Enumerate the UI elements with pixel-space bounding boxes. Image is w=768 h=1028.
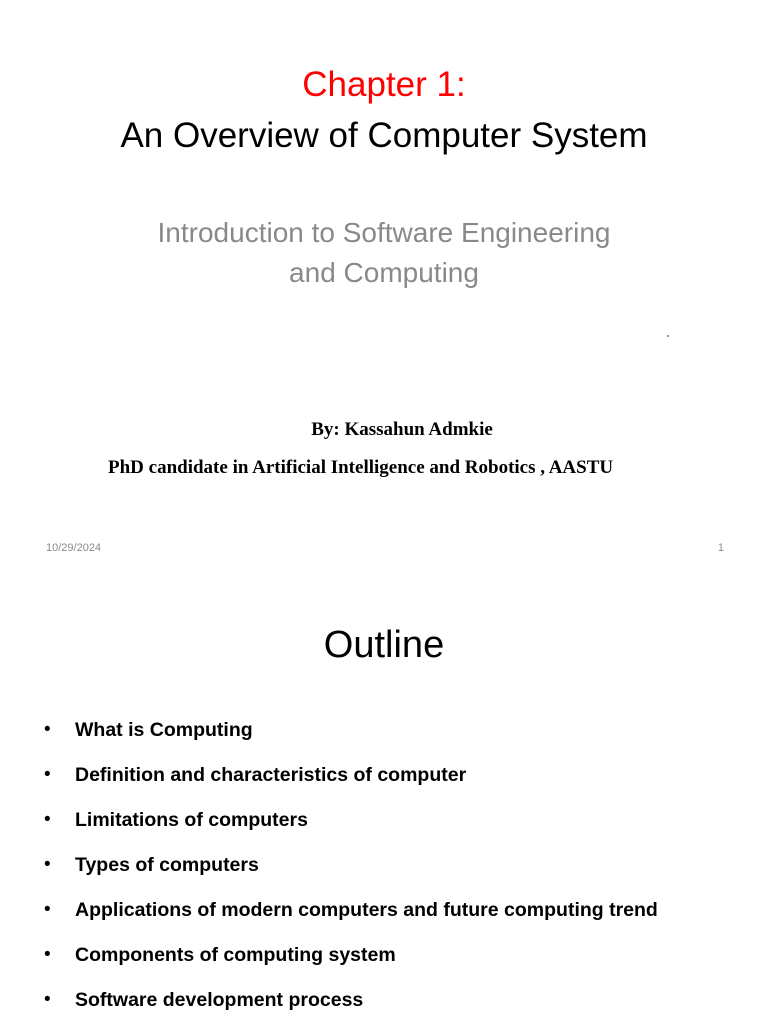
bullet-icon: •: [44, 899, 51, 920]
slide-date: 10/29/2024: [46, 542, 102, 554]
subtitle-line-2: and Computing: [289, 257, 479, 288]
outline-title: Outline: [323, 624, 445, 666]
author-name: By: Kassahun Admkie: [311, 419, 493, 440]
bullet-icon: •: [44, 944, 51, 965]
bullet-icon: •: [44, 989, 51, 1010]
subtitle-line-1: Introduction to Software Engineering: [157, 217, 611, 248]
outline-slide: Outline • What is Computing • Definition and characteristics of computer • Limitations of computers • Types of computers • Applications of modern computers and future computing trend • Components of computing system • Software development process: [0, 580, 768, 1024]
bullet-icon: •: [44, 854, 51, 875]
decorative-dot: [667, 335, 669, 337]
chapter-heading: Chapter 1:: [302, 65, 466, 104]
bullet-icon: •: [44, 719, 51, 740]
bullet-icon: •: [44, 764, 51, 785]
slide-page-number: 1: [717, 542, 724, 554]
bullet-icon: •: [44, 809, 51, 830]
slide-title: An Overview of Computer System: [120, 116, 648, 155]
slide-subtitle: [0, 213, 768, 293]
author-affiliation: PhD candidate in Artificial Intelligence and Robotics , AASTU: [108, 457, 614, 478]
